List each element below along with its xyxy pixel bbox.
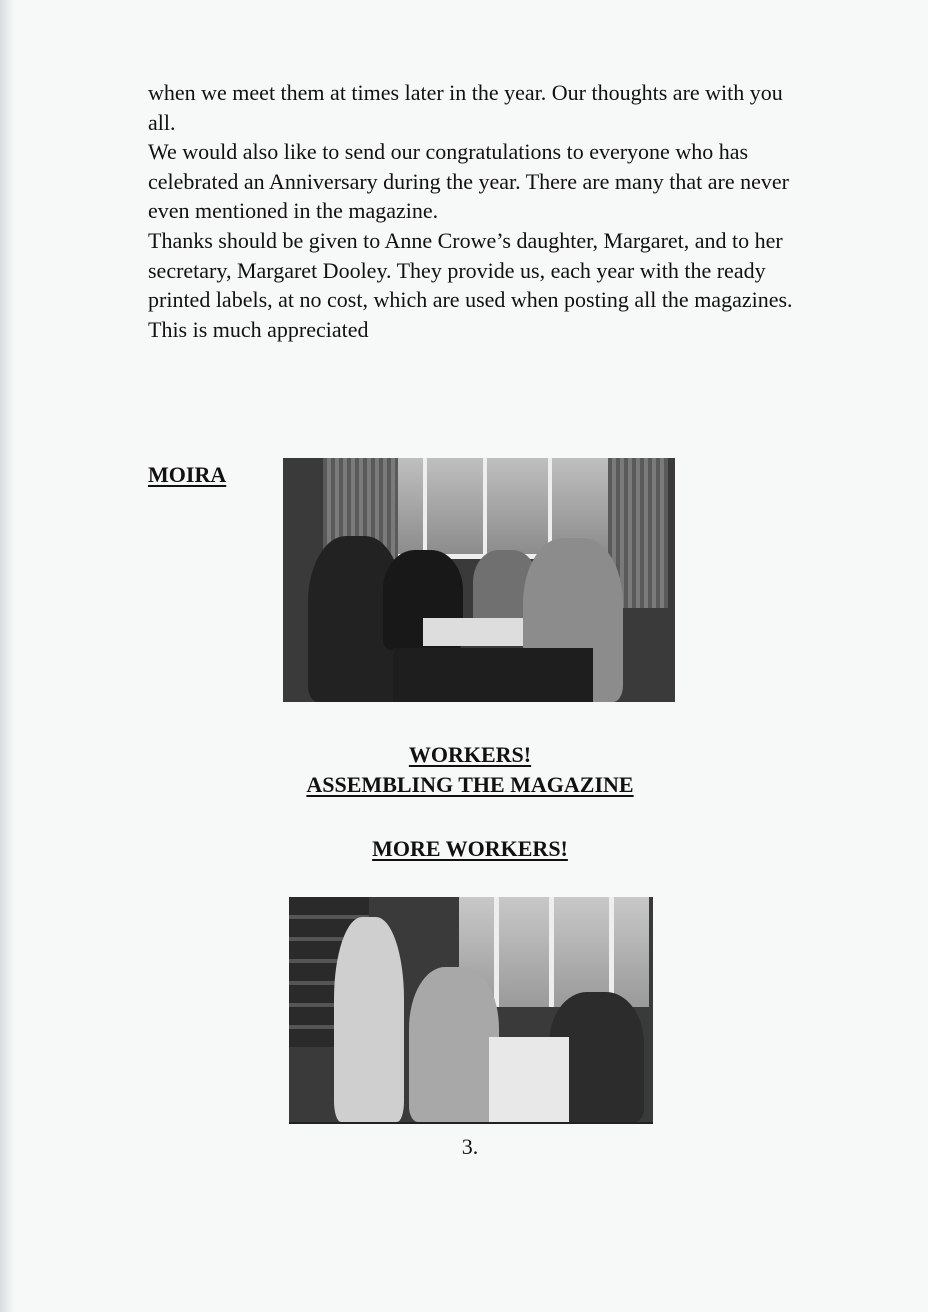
caption-more-workers: MORE WORKERS! — [372, 836, 568, 861]
page-number: 3. — [461, 1134, 479, 1159]
paragraph: when we meet them at times later in the year. Our thoughts are with you all. — [148, 80, 783, 135]
signature-moira: MOIRA — [148, 462, 227, 487]
body-text — [148, 78, 808, 344]
paragraph: We would also like to send our congratulations to everyone who has celebrated an Anniversary during the year. There are many that are never even mentioned in the magazine. — [148, 139, 789, 224]
photo-more-workers — [289, 897, 653, 1124]
caption-workers: WORKERS! — [408, 742, 532, 767]
scan-edge — [0, 0, 14, 1312]
photo-workers-assembling — [283, 458, 675, 702]
caption-assembling: ASSEMBLING THE MAGAZINE — [306, 772, 634, 797]
paragraph: Thanks should be given to Anne Crowe’s daughter, Margaret, and to her secretary, Margaret Dooley. They provide us, each year with the ready printed labels, at no cost, which are used when posting all the magazines. This is much appreciated — [148, 227, 793, 342]
